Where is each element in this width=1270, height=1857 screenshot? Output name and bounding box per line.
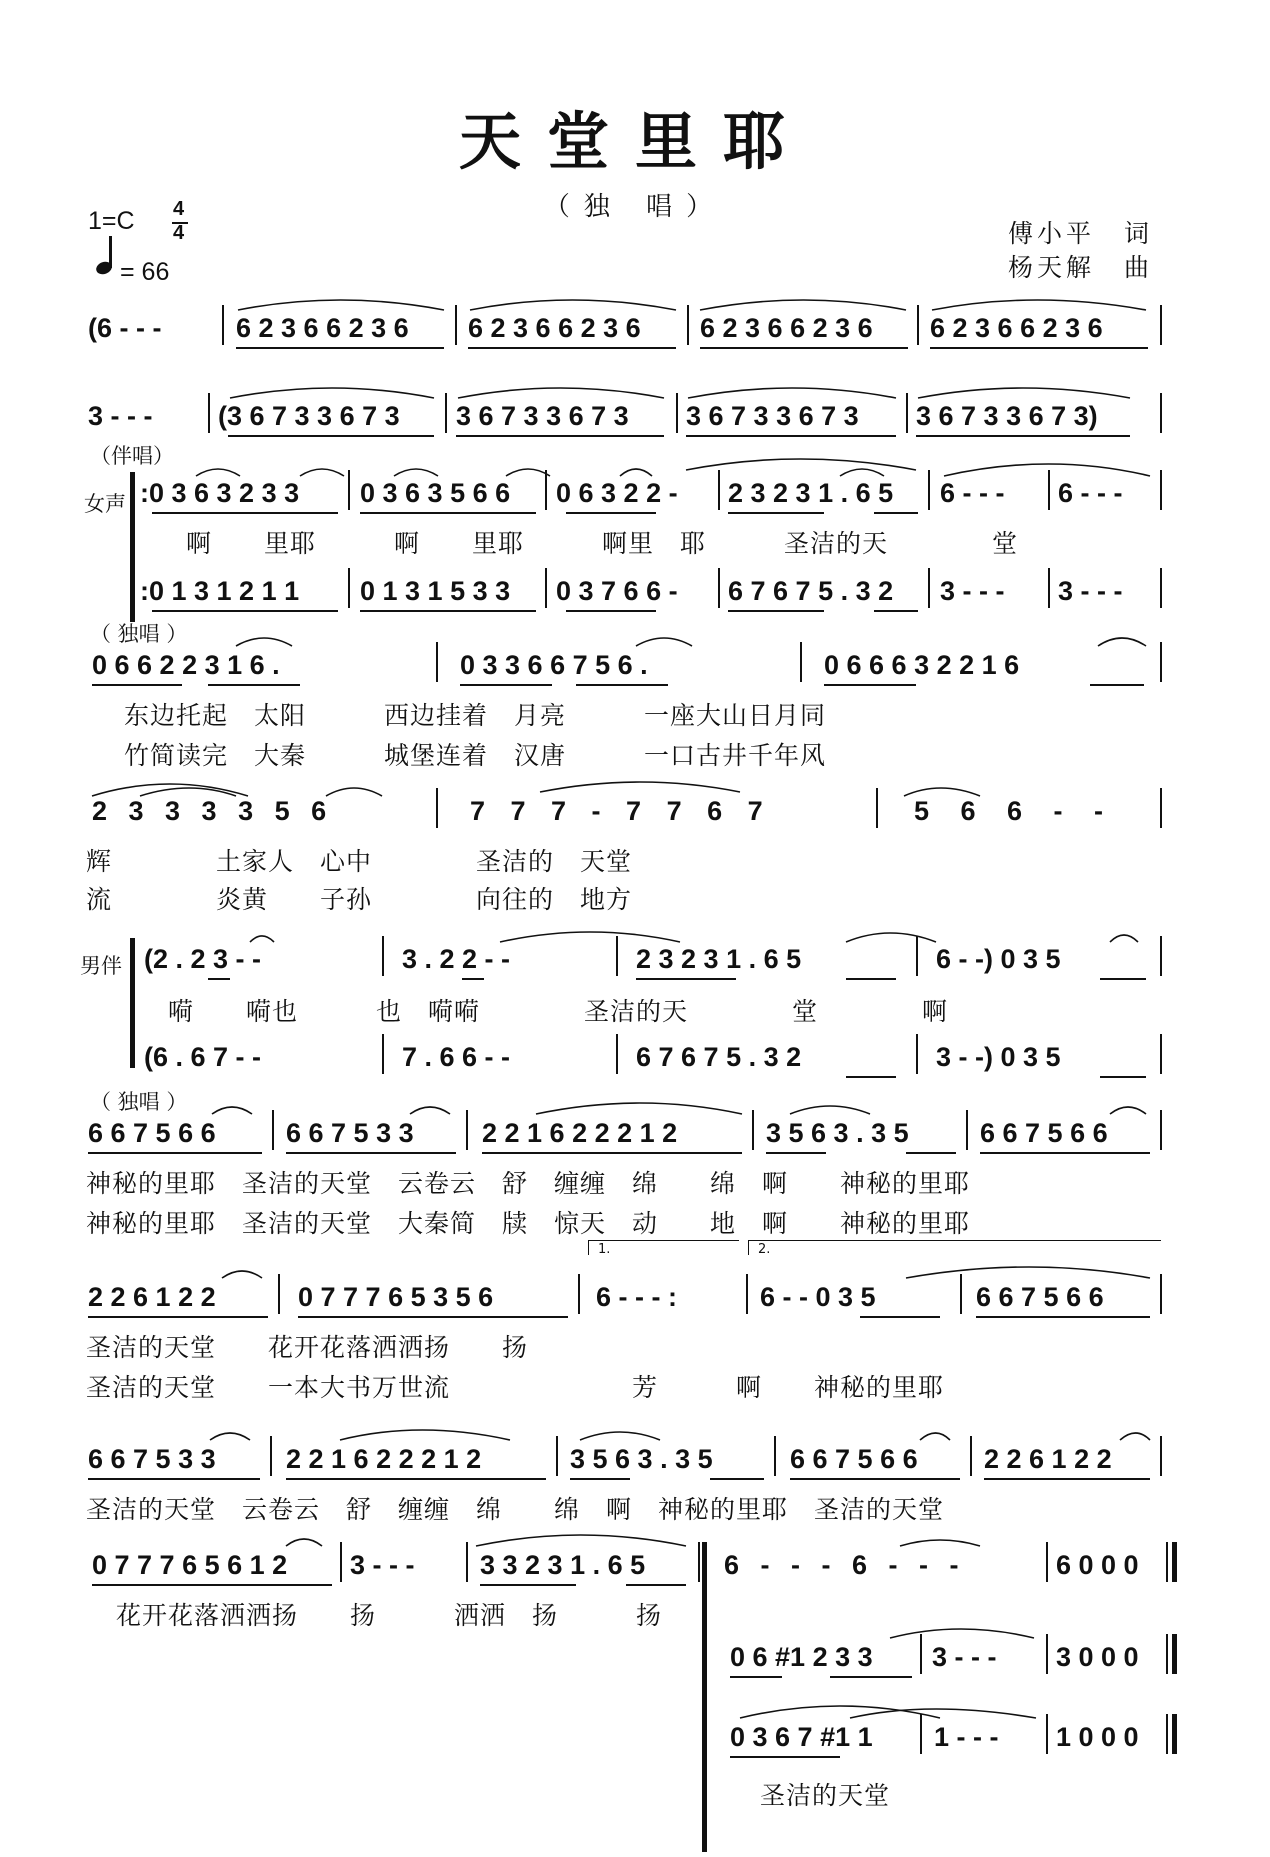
lyric-row-6: 嗬 嗬也 也 嗬嗬 圣洁的天 堂 啊 (168, 997, 949, 1026)
measure-3a-2: 0 3 6 3 5 6 6 (360, 478, 511, 508)
solo-label-2: （ 独唱 ） (90, 1090, 188, 1114)
measure-7-4: 3 5 6 3 . 3 5 (766, 1118, 909, 1148)
measure-9-5: 2 2 6 1 2 2 (984, 1444, 1112, 1474)
measure-5-1: 2 3 3 3 3 5 6 (92, 796, 327, 826)
measure-7-3: 2 2 1 6 2 2 2 1 2 (482, 1118, 678, 1148)
measure-2-5: 3 6 7 3 3 6 7 3) (916, 401, 1098, 431)
measure-5-2: 7 7 7 - 7 7 6 7 (470, 796, 763, 826)
measure-3a-6: 6 - - - (1058, 478, 1123, 508)
measure-8-2: 0 7 7 7 6 5 3 5 6 (298, 1282, 494, 1312)
measure-4-1: 0 6 6 2 2 3 1 6 . (92, 650, 280, 680)
lyric-row-3: 啊 里耶 啊 里耶 啊里 耶 圣洁的天 堂 (186, 529, 1019, 558)
measure-9-1: 6 6 7 5 3 3 (88, 1444, 216, 1474)
measure-11-3: 3 0 0 0 (1056, 1642, 1139, 1672)
measure-3b-1: :0 1 3 1 2 1 1 (140, 576, 300, 606)
lyric-row-10: 花开花落洒洒扬 扬 洒洒 扬 扬 (116, 1601, 663, 1630)
composer-credit: 杨天解 曲 (1008, 253, 1154, 282)
measure-6b-2: 7 . 6 6 - - (402, 1042, 511, 1072)
measure-4-2: 0 3 3 6 6 7 5 6 . (460, 650, 648, 680)
measure-1-1: (6 - - - (88, 313, 162, 343)
volta-number-1: 1. (598, 1242, 611, 1257)
measure-3a-5: 6 - - - (940, 478, 1005, 508)
measure-8-1: 2 2 6 1 2 2 (88, 1282, 216, 1312)
measure-6b-3: 6 7 6 7 5 . 3 2 (636, 1042, 802, 1072)
male-voice-label: 男伴 (80, 954, 122, 978)
lyric-row-8-verse-2: 圣洁的天堂 一本大书万世流 芳 啊 神秘的里耶 (86, 1373, 945, 1402)
measure-6b-4: 3 - -) 0 3 5 (936, 1042, 1061, 1072)
measure-9-3: 3 5 6 3 . 3 5 (570, 1444, 713, 1474)
measure-10-4: 6 - - - 6 - - - (724, 1550, 959, 1580)
measure-3a-1: :0 3 6 3 2 3 3 (140, 478, 300, 508)
measure-9-4: 6 6 7 5 6 6 (790, 1444, 918, 1474)
measure-2-4: 3 6 7 3 3 6 7 3 (686, 401, 859, 431)
lyric-row-5-verse-1: 辉 土家人 心中 圣洁的 天堂 (86, 847, 633, 876)
measure-11-1: 0 6 #1 2 3 3 (730, 1642, 873, 1672)
measure-1-4: 6 2 3 6 6 2 3 6 (700, 313, 873, 343)
lyric-row-4-verse-1: 东边托起 太阳 西边挂着 月亮 一座大山日月同 (124, 701, 827, 730)
female-voice-label: 女声 (84, 492, 126, 516)
measure-6a-4: 6 - -) 0 3 5 (936, 944, 1061, 974)
measure-11-2: 3 - - - (932, 1642, 997, 1672)
measure-3b-5: 3 - - - (940, 576, 1005, 606)
lyric-row-9: 圣洁的天堂 云卷云 舒 缠缠 绵 绵 啊 神秘的里耶 圣洁的天堂 (86, 1495, 945, 1524)
measure-3b-2: 0 1 3 1 5 3 3 (360, 576, 511, 606)
measure-4-3: 0 6 6 6 3 2 2 1 6 (824, 650, 1020, 680)
measure-5-3: 5 6 6 - - (914, 796, 1104, 826)
measure-7-5: 6 6 7 5 6 6 (980, 1118, 1108, 1148)
measure-10-2: 3 - - - (350, 1550, 415, 1580)
measure-3b-6: 3 - - - (1058, 576, 1123, 606)
accompaniment-label: （伴唱） (90, 444, 174, 468)
solo-label-1: （ 独唱 ） (90, 622, 188, 646)
measure-9-2: 2 2 1 6 2 2 2 1 2 (286, 1444, 482, 1474)
lyricist-credit: 傅小平 词 (1008, 219, 1154, 248)
measure-6a-3: 2 3 2 3 1 . 6 5 (636, 944, 802, 974)
measure-12-3: 1 0 0 0 (1056, 1722, 1139, 1752)
measure-1-3: 6 2 3 6 6 2 3 6 (468, 313, 641, 343)
lyric-row-5-verse-2: 流 炎黄 子孙 向往的 地方 (86, 885, 633, 914)
measure-3a-4: 2 3 2 3 1 . 6 5 (728, 478, 894, 508)
lyric-row-8-verse-1: 圣洁的天堂 花开花落洒洒扬 扬 (86, 1333, 529, 1362)
measure-10-5: 6 0 0 0 (1056, 1550, 1139, 1580)
lyric-row-12: 圣洁的天堂 (760, 1781, 891, 1810)
song-title: 天堂里耶 (458, 105, 811, 178)
measure-7-1: 6 6 7 5 6 6 (88, 1118, 216, 1148)
measure-2-2: (3 6 7 3 3 6 7 3 (218, 401, 400, 431)
lyric-row-7-verse-1: 神秘的里耶 圣洁的天堂 云卷云 舒 缠缠 绵 绵 啊 神秘的里耶 (86, 1169, 971, 1198)
measure-12-1: 0 3 6 7 #1 1 (730, 1722, 873, 1752)
measure-10-3: 3 3 2 3 1 . 6 5 (480, 1550, 646, 1580)
measure-8-3: 6 - - - : (596, 1282, 677, 1312)
lyric-row-4-verse-2: 竹简读完 大秦 城堡连着 汉唐 一口古井千年风 (124, 741, 827, 770)
measure-1-5: 6 2 3 6 6 2 3 6 (930, 313, 1103, 343)
measure-2-1: 3 - - - (88, 401, 153, 431)
measure-6b-1: (6 . 6 7 - - (144, 1042, 262, 1072)
measure-1-2: 6 2 3 6 6 2 3 6 (236, 313, 409, 343)
measure-2-3: 3 6 7 3 3 6 7 3 (456, 401, 629, 431)
lyric-row-7-verse-2: 神秘的里耶 圣洁的天堂 大秦简 牍 惊天 动 地 啊 神秘的里耶 (86, 1209, 971, 1238)
measure-3b-3: 0 3 7 6 6 - (556, 576, 678, 606)
key-signature: 1=C (88, 207, 135, 235)
measure-12-2: 1 - - - (934, 1722, 999, 1752)
time-signature-bottom: 4 (173, 222, 185, 244)
measure-3b-4: 6 7 6 7 5 . 3 2 (728, 576, 894, 606)
measure-6a-1: (2 . 2 3 - - (144, 944, 262, 974)
measure-8-4: 6 - - 0 3 5 (760, 1282, 876, 1312)
measure-3a-3: 0 6 3 2 2 - (556, 478, 678, 508)
measure-6a-2: 3 . 2 2 - - (402, 944, 511, 974)
measure-10-1: 0 7 7 7 6 5 6 1 2 (92, 1550, 288, 1580)
tempo-marking: = 66 (120, 258, 170, 286)
measure-8-5: 6 6 7 5 6 6 (976, 1282, 1104, 1312)
time-signature-top: 4 (173, 198, 185, 220)
song-subtitle: （独 唱） (543, 192, 727, 222)
measure-7-2: 6 6 7 5 3 3 (286, 1118, 414, 1148)
volta-number-2: 2. (758, 1242, 771, 1257)
